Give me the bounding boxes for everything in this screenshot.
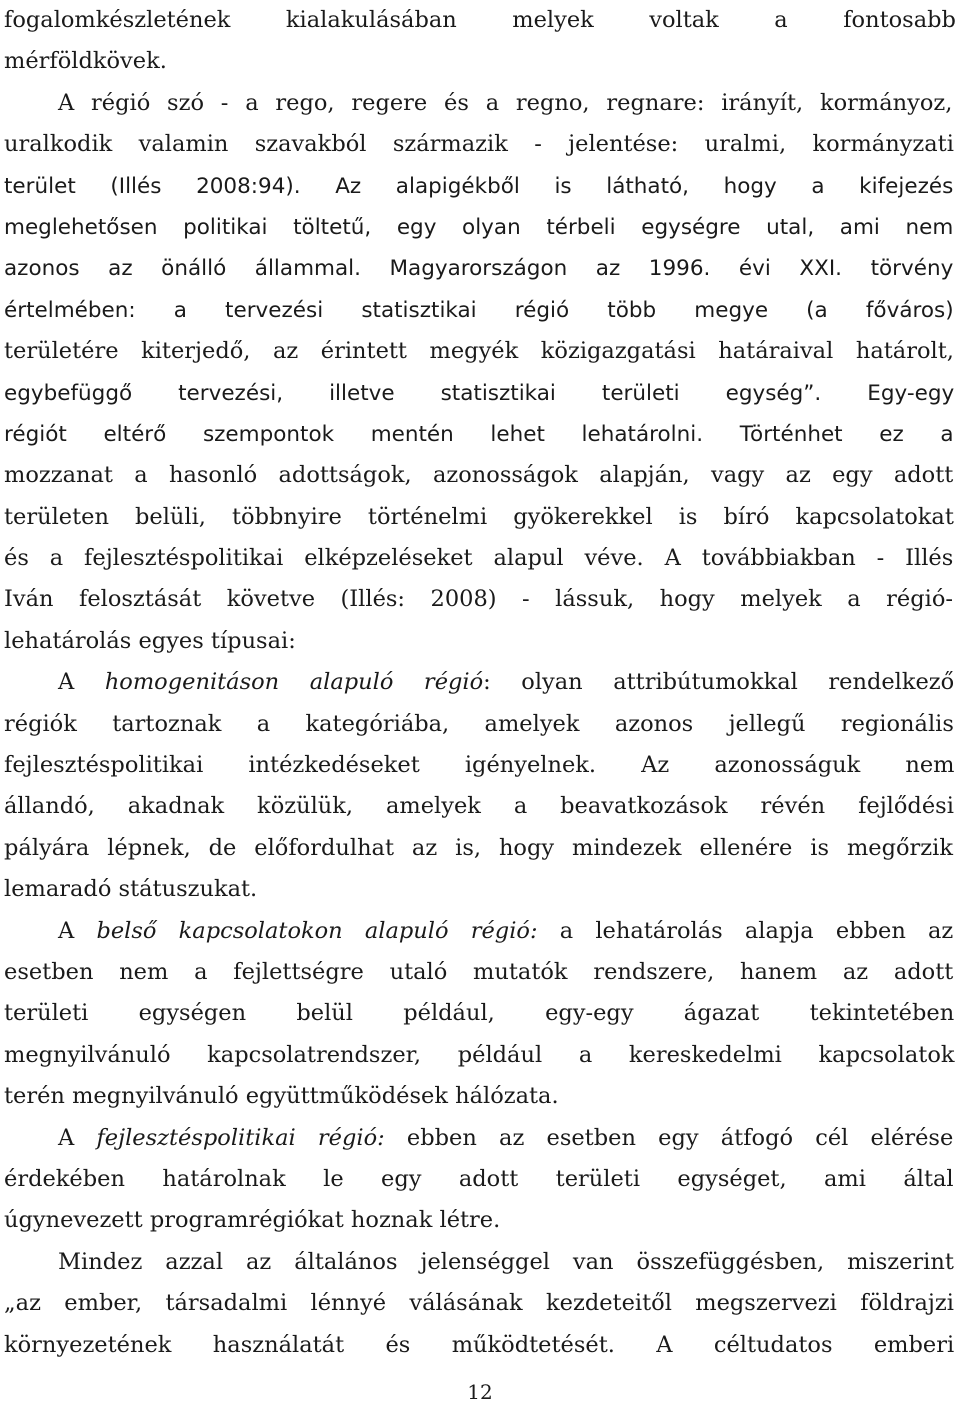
text-line: lemaradó státuszukat. (4, 876, 258, 903)
text-line: területi egységen belül például, egy-egy ágazat tekintetében (4, 1000, 955, 1027)
text-line: egybefüggő tervezési, illetve statisztikai területi egység”. Egy-egy (4, 380, 955, 406)
text-line: fogalomkészletének kialakulásában melyek voltak a fontosabb (4, 7, 956, 33)
text-line: környezetének használatát és működtetését. A céltudatos emberi (4, 1331, 955, 1358)
term-fejl: fejlesztéspolitikai régió: (96, 1124, 385, 1151)
text-line: pályára lépnek, de előfordulhat az is, hogy mindezek ellenére is megőrzik (4, 834, 953, 861)
text-line: régiót eltérő szempontok mentén lehet lehatárolni. Történhet ez a (4, 421, 954, 447)
text-line: úgynevezett programrégiókat hoznak létre. (4, 1207, 501, 1234)
text-line: azonos az önálló állammal. Magyarországon az 1996. évi XXI. törvény (4, 256, 954, 282)
text-line: fejlesztéspolitikai intézkedéseket igényelnek. Az azonosságuk nem (4, 752, 955, 779)
homogen-paragraph-start: A homogenitáson alapuló régió: olyan attribútumokkal rendelkező (58, 669, 955, 696)
term-homogen: homogenitáson alapuló régió (104, 669, 484, 696)
mindez-paragraph-start: Mindez azzal az általános jelenséggel van összefüggésben, miszerint (58, 1248, 954, 1275)
text-line: esetben nem a fejlettségre utaló mutatók rendszere, hanem az adott (4, 958, 954, 985)
text-line: meglehetősen politikai töltetű, egy olyan térbeli egységre utal, ami nem (4, 214, 954, 240)
text-line: lehatárolás egyes típusai: (4, 627, 296, 654)
text-line: területére kiterjedő, az érintett megyék közigazgatási határaival határolt, (4, 338, 954, 365)
document-page (4, 0, 956, 1366)
text-line: régiók tartoznak a kategóriába, amelyek azonos jellegű regionális (4, 710, 954, 737)
page-number: 12 (467, 1380, 493, 1404)
text-line: terén megnyilvánuló együttműködések hálózata. (4, 1083, 559, 1110)
text-line: értelmében: a tervezési statisztikai régió több megye (a főváros) (4, 297, 954, 323)
text-line: mozzanat a hasonló adottságok, azonosságok alapján, vagy az egy adott (4, 462, 954, 489)
fejl-paragraph-start: A fejlesztéspolitikai régió: ebben az esetben egy átfogó cél elérése (58, 1124, 954, 1151)
text-line: Iván felosztását követve (Illés: 2008) - lássuk, hogy melyek a régió- (4, 586, 953, 613)
paragraph-start: A régió szó - a rego, regere és a regno, regnare: irányít, kormányoz, (58, 89, 953, 116)
term-belso: belső kapcsolatokon alapuló régió: (96, 917, 538, 944)
text-line: uralkodik valamin szavakból származik - jelentése: uralmi, kormányzati (4, 131, 954, 158)
text-line: területen belüli, többnyire történelmi gyökerekkel is bíró kapcsolatokat (4, 503, 954, 530)
text-line: terület (Illés 2008:94). Az alapigékből is látható, hogy a kifejezés (4, 173, 954, 199)
text-line: és a fejlesztéspolitikai elképzeléseket alapul véve. A továbbiakban - Illés (4, 545, 954, 572)
text-line: megnyilvánuló kapcsolatrendszer, például a kereskedelmi kapcsolatok (4, 1041, 955, 1068)
text-line: „az ember, társadalmi lénnyé válásának kezdeteitől megszervezi földrajzi (4, 1290, 954, 1317)
text-line: mérföldkövek. (4, 48, 167, 75)
text-line: érdekében határolnak le egy adott területi egységet, ami által (4, 1165, 954, 1192)
text-line: állandó, akadnak közülük, amelyek a beavatkozások révén fejlődési (4, 793, 954, 820)
belso-paragraph-start: A belső kapcsolatokon alapuló régió: a lehatárolás alapja ebben az (58, 917, 954, 944)
